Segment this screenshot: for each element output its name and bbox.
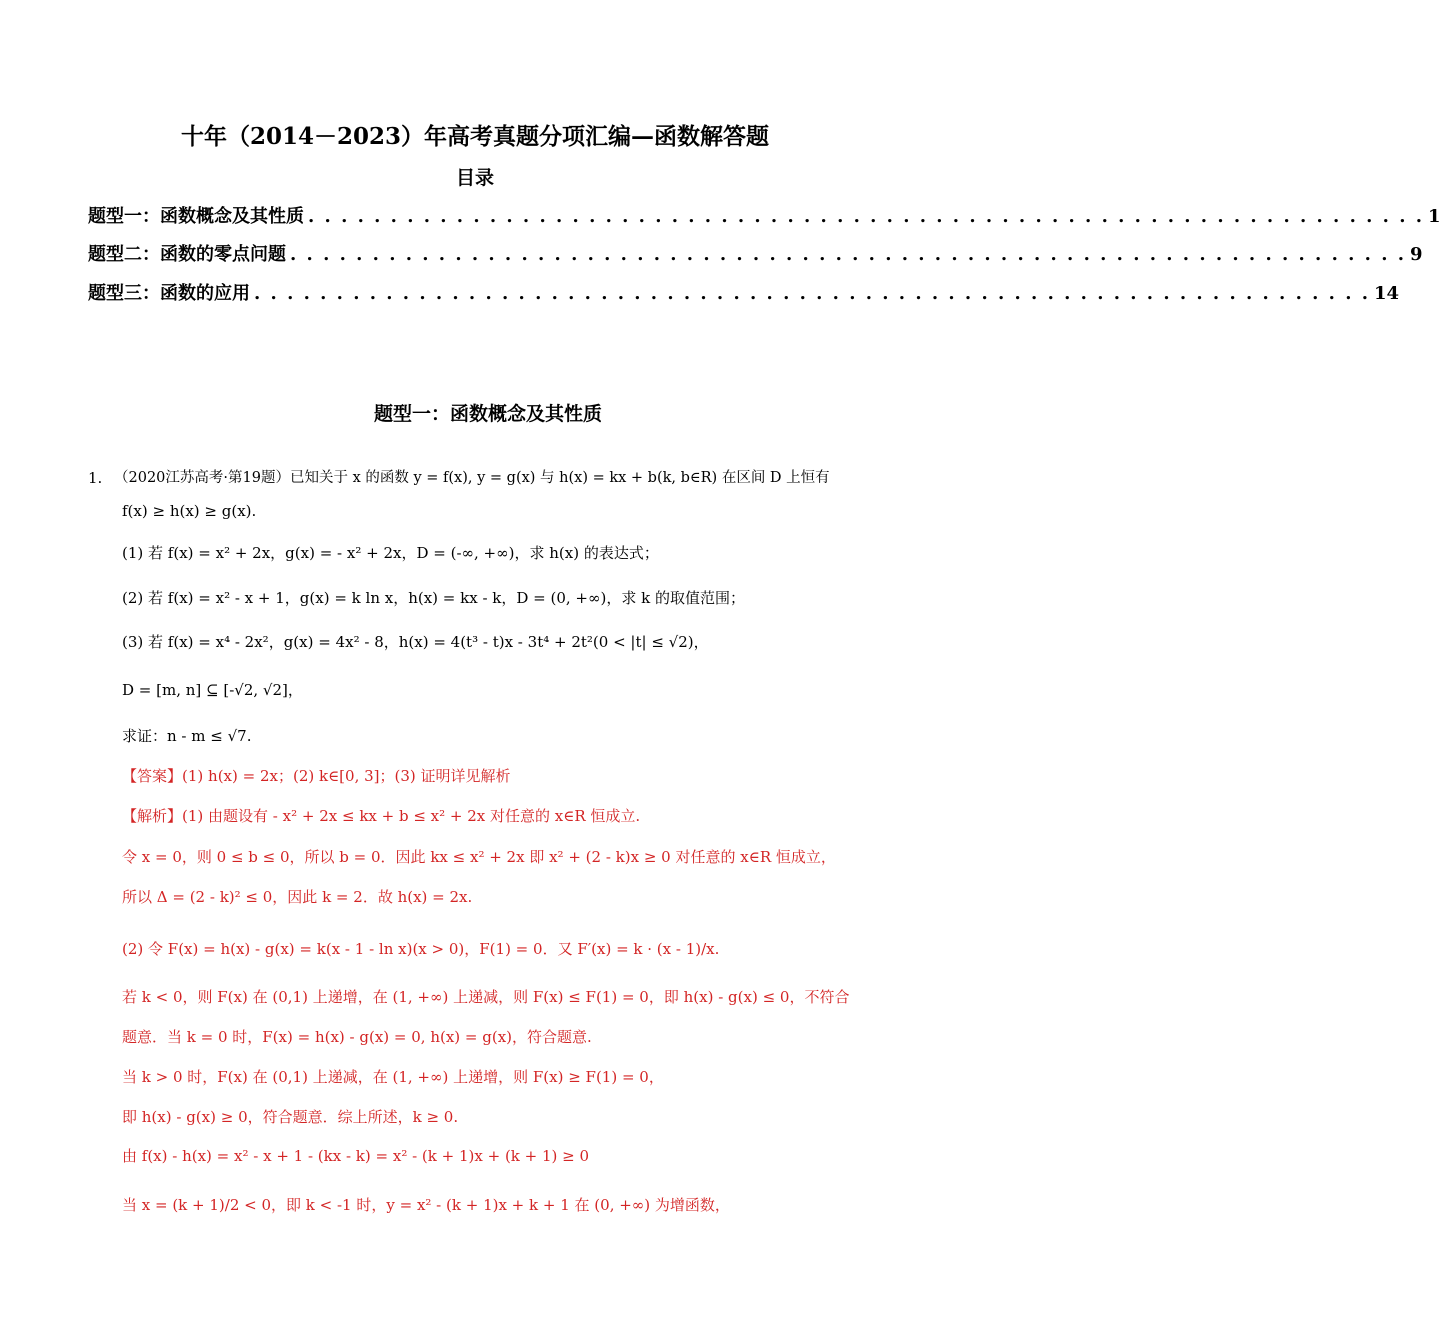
toc-item[interactable] <box>88 279 1400 305</box>
answer-label: 【答案】 <box>122 767 183 785</box>
toc-item-label: 题型三：函数的应用 <box>88 283 250 304</box>
toc-leader: . . . . . . . . . . . . . . . . . . . . . . . . . . . . . . . . . . . . . . . . . . . . . . . . . . . . . . . . . . . . . . . . . . . . <box>308 206 1424 227</box>
analysis-line: 令 x = 0，则 0 ≤ b ≤ 0，所以 b = 0．因此 kx ≤ x² + 2x 即 x² + (2 - k)x ≥ 0 对任意的 x∈R 恒成立， <box>122 848 836 866</box>
toc-item-page: 1 <box>1428 206 1441 227</box>
analysis-first-line <box>122 806 640 826</box>
toc-item-label: 题型一：函数概念及其性质 <box>88 206 304 227</box>
toc-item-page: 14 <box>1374 283 1400 304</box>
problem-line: f(x) ≥ h(x) ≥ g(x). <box>122 502 257 520</box>
toc-item-page: 9 <box>1410 244 1423 265</box>
answer-text: (1) h(x) = 2x；(2) k∈[0, 3]；(3) 证明详见解析 <box>182 767 511 785</box>
problem-line: D = [m, n] ⊆ [-√2, √2]， <box>122 681 303 699</box>
section-heading: 题型一：函数概念及其性质 <box>373 403 602 425</box>
analysis-line: 题意．当 k = 0 时，F(x) = h(x) - g(x) = 0, h(x) = g(x)，符合题意. <box>122 1028 592 1046</box>
problem-line: (2) 若 f(x) = x² - x + 1，g(x) = k ln x，h(x) = kx - k，D = (0, +∞)，求 k 的取值范围； <box>122 589 745 607</box>
analysis-label: 【解析】 <box>122 807 183 825</box>
document-title: 十年（2014－2023）年高考真题分项汇编—函数解答题 <box>180 123 770 150</box>
analysis-line: 当 k > 0 时，F(x) 在 (0,1) 上递减，在 (1, +∞) 上递增，则 F(x) ≥ F(1) = 0， <box>122 1068 664 1086</box>
analysis-line: 所以 Δ = (2 - k)² ≤ 0，因此 k = 2．故 h(x) = 2x. <box>122 888 473 906</box>
analysis-line: 若 k < 0，则 F(x) 在 (0,1) 上递增，在 (1, +∞) 上递减，则 F(x) ≤ F(1) = 0，即 h(x) - g(x) ≤ 0，不符合 <box>122 988 850 1006</box>
analysis-line: (2) 令 F(x) = h(x) - g(x) = k(x - 1 - ln x)(x > 0)，F(1) = 0．又 F′(x) = k · (x - 1)/x. <box>122 940 720 958</box>
toc-leader: . . . . . . . . . . . . . . . . . . . . . . . . . . . . . . . . . . . . . . . . . . . . . . . . . . . . . . . . . . . . . . . . . . . . <box>254 283 1370 304</box>
problem-line: （2020江苏高考·第19题）已知关于 x 的函数 y = f(x), y = g(x) 与 h(x) = kx + b(k, b∈R) 在区间 D 上恒有 <box>114 470 830 486</box>
analysis-line: 即 h(x) - g(x) ≥ 0，符合题意．综上所述，k ≥ 0. <box>122 1108 459 1126</box>
problem-line: (1) 若 f(x) = x² + 2x，g(x) = - x² + 2x，D = (-∞, +∞)，求 h(x) 的表达式； <box>122 544 659 562</box>
toc-item-label: 题型二：函数的零点问题 <box>88 244 286 265</box>
toc-item[interactable] <box>88 202 1441 228</box>
toc-item[interactable] <box>88 240 1423 266</box>
problem-line: (3) 若 f(x) = x⁴ - 2x²，g(x) = 4x² - 8，h(x) = 4(t³ - t)x - 3t⁴ + 2t²(0 < |t| ≤ √2)， <box>122 633 709 651</box>
analysis-line: (1) 由题设有 - x² + 2x ≤ kx + b ≤ x² + 2x 对任意的 x∈R 恒成立. <box>182 807 641 825</box>
problem-number: 1. <box>88 469 103 487</box>
problem-line: 求证：n - m ≤ √7. <box>122 727 252 745</box>
analysis-line: 当 x = (k + 1)/2 < 0，即 k < -1 时，y = x² - (k + 1)x + k + 1 在 (0, +∞) 为增函数， <box>122 1196 730 1214</box>
answer-block <box>122 766 511 786</box>
toc-leader: . . . . . . . . . . . . . . . . . . . . . . . . . . . . . . . . . . . . . . . . . . . . . . . . . . . . . . . . . . . . . . . . . . . . <box>290 244 1406 265</box>
toc-heading: 目录 <box>455 167 494 189</box>
analysis-line: 由 f(x) - h(x) = x² - x + 1 - (kx - k) = x² - (k + 1)x + (k + 1) ≥ 0 <box>122 1147 590 1165</box>
